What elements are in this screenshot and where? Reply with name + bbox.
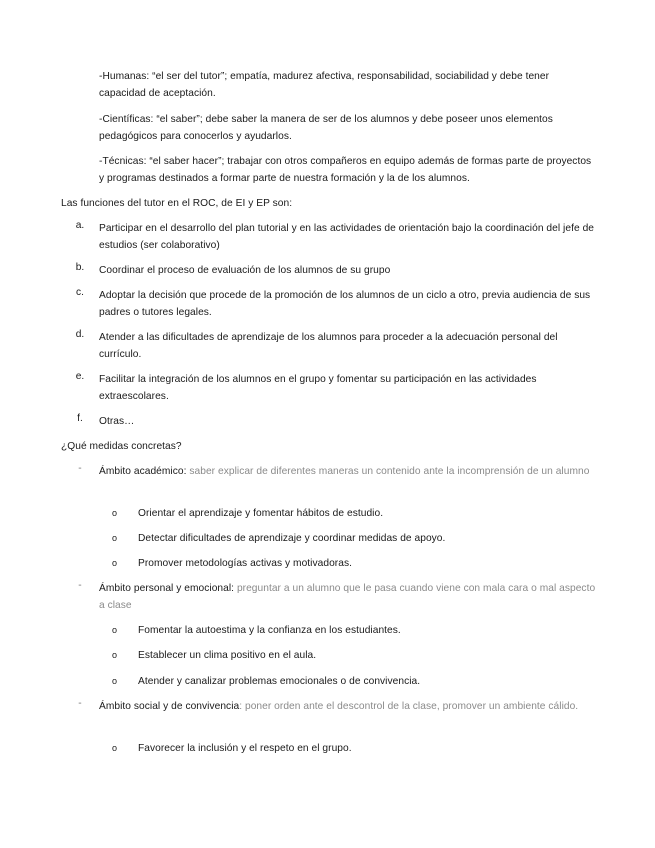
function-item [61, 287, 601, 321]
area-title: Ámbito académico: [99, 466, 187, 477]
function-text: Atender a las dificultades de aprendizaje de los alumnos para proceder a la adecuación personal del currículo. [99, 332, 558, 360]
area-example: : poner orden ante el descontrol de la clase, promover un ambiente cálido. [239, 701, 579, 712]
list-marker: a. [75, 220, 85, 231]
area-title: Ámbito personal y emocional: [99, 583, 235, 594]
list-marker: c. [75, 287, 85, 298]
function-text: Participar en el desarrollo del plan tutorial y en las actividades de orientación bajo la coordinación del jefe de estudios (ser colaborativo) [99, 223, 594, 251]
bullet-text: Orientar el aprendizaje y fomentar hábitos de estudio. [138, 508, 384, 519]
bullet-text: Atender y canalizar problemas emocionales o de convivencia. [138, 676, 421, 687]
bullet-text: Establecer un clima positivo en el aula. [138, 650, 317, 661]
dash-marker: - [78, 698, 82, 709]
bullet-item [112, 530, 592, 547]
list-marker: d. [75, 329, 85, 340]
bullet-item [112, 505, 592, 522]
bullet-circle-icon: o [112, 533, 118, 543]
bullet-text: Detectar dificultades de aprendizaje y coordinar medidas de apoyo. [138, 533, 446, 544]
area-personal-emocional [61, 580, 601, 614]
area-example: preguntar a un alumno que le pasa cuando viene con mala cara o mal aspecto a clase [99, 583, 596, 611]
area-example: saber explicar de diferentes maneras un contenido ante la incomprensión de un alumno [189, 466, 590, 477]
list-marker: e. [75, 371, 85, 382]
bullet-item [112, 622, 592, 639]
area-social-convivencia [61, 698, 601, 715]
function-text: Otras… [99, 416, 135, 427]
area-academico [61, 463, 601, 480]
quality-humanas: -Humanas: “el ser del tutor”; empatía, madurez afectiva, responsabilidad, sociabilidad y debe tener capacidad de aceptación. [99, 71, 550, 99]
function-text: Facilitar la integración de los alumnos en el grupo y fomentar su participación en las actividades extraescolares. [99, 374, 537, 402]
bullet-circle-icon: o [112, 743, 118, 753]
function-item [61, 262, 601, 279]
bullet-item [112, 647, 592, 664]
function-item [61, 413, 601, 430]
dash-marker: - [78, 463, 82, 474]
bullet-text: Fomentar la autoestima y la confianza en los estudiantes. [138, 625, 401, 636]
bullet-circle-icon: o [112, 676, 118, 686]
bullet-item [112, 673, 592, 690]
functions-intro: Las funciones del tutor en el ROC, de EI y EP son: [61, 198, 293, 209]
function-item [61, 329, 601, 363]
bullet-text: Promover metodologías activas y motivadoras. [138, 558, 352, 569]
function-item [61, 371, 601, 405]
bullet-circle-icon: o [112, 625, 118, 635]
function-item [61, 220, 601, 254]
bullet-circle-icon: o [112, 558, 118, 568]
function-text: Coordinar el proceso de evaluación de los alumnos de su grupo [99, 265, 391, 276]
list-marker: f. [77, 413, 83, 424]
bullet-item [112, 740, 592, 757]
dash-marker: - [78, 580, 82, 591]
quality-cientificas: -Científicas: “el saber”; debe saber la manera de ser de los alumnos y debe poseer unos elementos pedagógicos para conocerlos y ayudarlos. [99, 114, 553, 142]
function-text: Adoptar la decisión que procede de la promoción de los alumnos de un ciclo a otro, previa audiencia de sus padres o tutores legales. [99, 290, 591, 318]
question-heading: ¿Qué medidas concretas? [61, 441, 182, 452]
list-marker: b. [75, 262, 85, 273]
bullet-item [112, 555, 592, 572]
area-title: Ámbito social y de convivencia [99, 701, 240, 712]
quality-tecnicas: -Técnicas: “el saber hacer”; trabajar con otros compañeros en equipo además de formas parte de proyectos y programas destinados a formar parte de nuestra formación y la de los alumnos. [99, 156, 592, 184]
bullet-circle-icon: o [112, 508, 118, 518]
bullet-circle-icon: o [112, 650, 118, 660]
bullet-text: Favorecer la inclusión y el respeto en el grupo. [138, 743, 352, 754]
